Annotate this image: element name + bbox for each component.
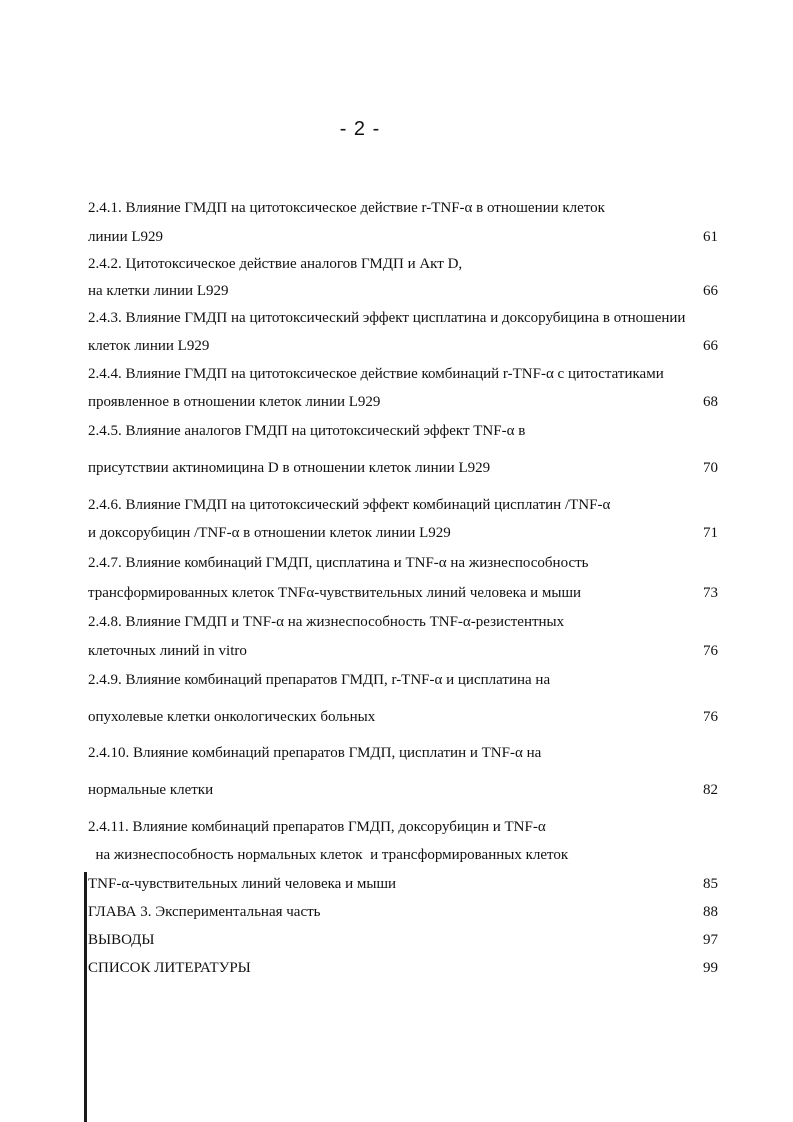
toc-line: опухолевые клетки онкологических больных xyxy=(88,709,376,725)
toc-line: ВЫВОДЫ xyxy=(88,932,155,948)
toc-page-number: 76 xyxy=(703,709,718,725)
toc-line: 2.4.2. Цитотоксическое действие аналогов ГМДП и Акт D, xyxy=(88,256,463,272)
toc-page-number: 66 xyxy=(703,338,718,354)
toc-page-number: 66 xyxy=(703,283,718,299)
toc-line: клеточных линий in vitro xyxy=(88,643,247,659)
toc-line: нормальные клетки xyxy=(88,782,214,798)
toc-line: 2.4.9. Влияние комбинаций препаратов ГМДП, r-TNF-α и цисплатина на xyxy=(88,672,551,688)
toc-line: 2.4.1. Влияние ГМДП на цитотоксическое действие r-TNF-α в отношении клеток xyxy=(88,200,605,216)
toc-line: 2.4.4. Влияние ГМДП на цитотоксическое действие комбинаций r-TNF-α с цитостатиками xyxy=(88,366,664,382)
scan-margin-line xyxy=(84,872,87,1122)
toc-line: и доксорубицин /TNF-α в отношении клеток линии L929 xyxy=(88,525,451,541)
toc-page-number: 71 xyxy=(703,525,718,541)
toc-line: 2.4.11. Влияние комбинаций препаратов ГМДП, доксорубицин и TNF-α xyxy=(88,819,546,835)
toc-line: СПИСОК ЛИТЕРАТУРЫ xyxy=(88,960,251,976)
toc-page-number: 99 xyxy=(703,960,718,976)
toc-line: 2.4.6. Влияние ГМДП на цитотоксический эффект комбинаций цисплатин /TNF-α xyxy=(88,497,611,513)
toc-page-number: 70 xyxy=(703,460,718,476)
toc-line: присутствии актиномицина D в отношении клеток линии L929 xyxy=(88,460,491,476)
toc-line: на жизнеспособность нормальных клеток и трансформированных клеток xyxy=(88,847,569,863)
toc-line: линии L929 xyxy=(88,229,164,245)
toc-line: трансформированных клеток TNFα-чувствительных линий человека и мыши xyxy=(88,585,582,601)
toc-line: 2.4.8. Влияние ГМДП и TNF-α на жизнеспособность TNF-α-резистентных xyxy=(88,614,565,630)
toc-page-number: 82 xyxy=(703,782,718,798)
toc-line: клеток линии L929 xyxy=(88,338,210,354)
page-number: - 2 - xyxy=(339,118,381,140)
toc-page-number: 88 xyxy=(703,904,718,920)
toc-page-number: 97 xyxy=(703,932,718,948)
toc-line: проявленное в отношении клеток линии L929 xyxy=(88,394,381,410)
toc-page-number: 85 xyxy=(703,876,718,892)
toc-line: ГЛАВА 3. Экспериментальная часть xyxy=(88,904,321,920)
toc-page-number: 61 xyxy=(703,229,718,245)
toc-page-number: 76 xyxy=(703,643,718,659)
toc-line: 2.4.7. Влияние комбинаций ГМДП, цисплатина и TNF-α на жизнеспособность xyxy=(88,555,589,571)
toc-line: TNF-α-чувствительных линий человека и мыши xyxy=(88,876,397,892)
toc-line: 2.4.10. Влияние комбинаций препаратов ГМДП, цисплатин и TNF-α на xyxy=(88,745,542,761)
toc-page-number: 68 xyxy=(703,394,718,410)
toc-line: на клетки линии L929 xyxy=(88,283,229,299)
toc-page-number: 73 xyxy=(703,585,718,601)
toc-line: 2.4.5. Влияние аналогов ГМДП на цитотоксический эффект TNF-α в xyxy=(88,423,526,439)
toc-line: 2.4.3. Влияние ГМДП на цитотоксический эффект цисплатина и доксорубицина в отношении xyxy=(88,310,686,326)
